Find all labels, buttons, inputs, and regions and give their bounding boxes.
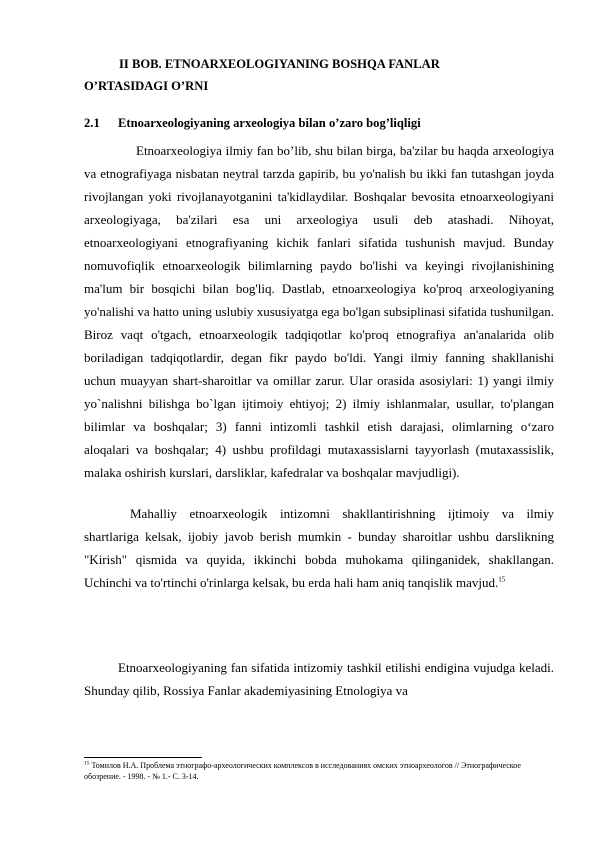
- footnote: [84, 760, 554, 782]
- body-paragraph-2: [84, 502, 554, 594]
- chapter-heading-line-1: II BOB. ETNOARXEOLOGIYANING BOSHQA FANLAR: [119, 57, 440, 71]
- footnote-separator: [84, 757, 202, 758]
- paragraph-3-text: Etnoarxeologiyaning fan sifatida intizomiy tashkil etilishi endigina vujudga keladi. Shunday qilib, Rossiya Fanlar akademiyasining Etnologiya va: [84, 660, 554, 698]
- chapter-heading-line-2: O’RTASIDAGI O’RNI: [84, 79, 209, 93]
- body-paragraph-3: [84, 656, 554, 702]
- chapter-heading: [84, 53, 554, 97]
- paragraph-2-text: Mahalliy etnoarxeologik intizomni shakllantirishning ijtimoiy va ilmiy shartlariga kelsak, ijobiy javob berish mumkin - bunday sharoitlar ushbu darslikning "Kirish" qismida va quyida, ikkinchi bobda muhokama qilinganidek, shakllangan. Uchinchi va to'rtinchi o'rinlarga kelsak, bu erda hali ham aniq tanqislik mavjud.: [84, 506, 554, 590]
- footnote-reference[interactable]: 15: [498, 575, 506, 584]
- footnote-marker: 15: [84, 760, 90, 767]
- body-paragraph-1: [84, 139, 554, 484]
- section-title: Etnoarxeologiyaning arxeologiya bilan o’zaro bog’liqligi: [118, 116, 421, 130]
- section-heading: [84, 112, 421, 134]
- paragraph-1-text: Etnoarxeologiya ilmiy fan bo’lib, shu bilan birga, ba'zilar bu haqda arxeologiya va etnografiyaga nisbatan neytral tarzda gapirib, bu yo'nalish bu ikki fan tutashgan joyda rivojlangan yoki rivojlanayotganini ta'kidlaydilar. Boshqalar bevosita etnoarxeologiyani arxeologiyaga, ba'zilari esa uni arxeologiya usuli deb atashadi. Nihoyat, etnoarxeologiyani etnografiyaning kichik fanlari sifatida tushunish mavjud. Bunday nomuvofiqlik etnoarxeologik bilimlarning paydo bo'lishi va keyingi rivojlanishining ma'lum bir bosqichi bilan bog'liq. Dastlab, etnoarxeologiya ko'proq arxeologiyaning yo'nalishi va hatto uning uslubiy xususiyatga ega bo'lgan subsiplinasi sifatida tushunilgan. Biroz vaqt o'tgach, etnoarxeologik tadqiqotlar ko'proq etnografiya an'analarida olib boriladigan tadqiqotlardir, degan fikr paydo bo'ldi. Yangi ilmiy fanning shakllanishi uchun muayyan shart-sharoitlar va omillar zarur. Ular orasida asosiylari: 1) yangi ilmiy yo`nalishni bilishga bo`lgan ijtimoiy ehtiyoj; 2) ilmiy ishlanmalar, usullar, to'plangan bilimlar va boshqalar; 3) fanni intizomli tashkil etish darajasi, olimlarning o‘zaro aloqalari va boshqalar; 4) ushbu profildagi mutaxassislarni tayyorlash (mutaxassislik, malaka oshirish kurslari, darsliklar, kafedralar va boshqalar mavjudligi).: [84, 143, 554, 480]
- section-number: 2.1: [84, 116, 100, 130]
- footnote-text: Томилов Н.А. Проблема этнографо-археологических комплексов в исследованиях омских этноархеологов // Этнографическое обозрение. - 1998. - № 1.- С. 3-14.: [84, 761, 521, 781]
